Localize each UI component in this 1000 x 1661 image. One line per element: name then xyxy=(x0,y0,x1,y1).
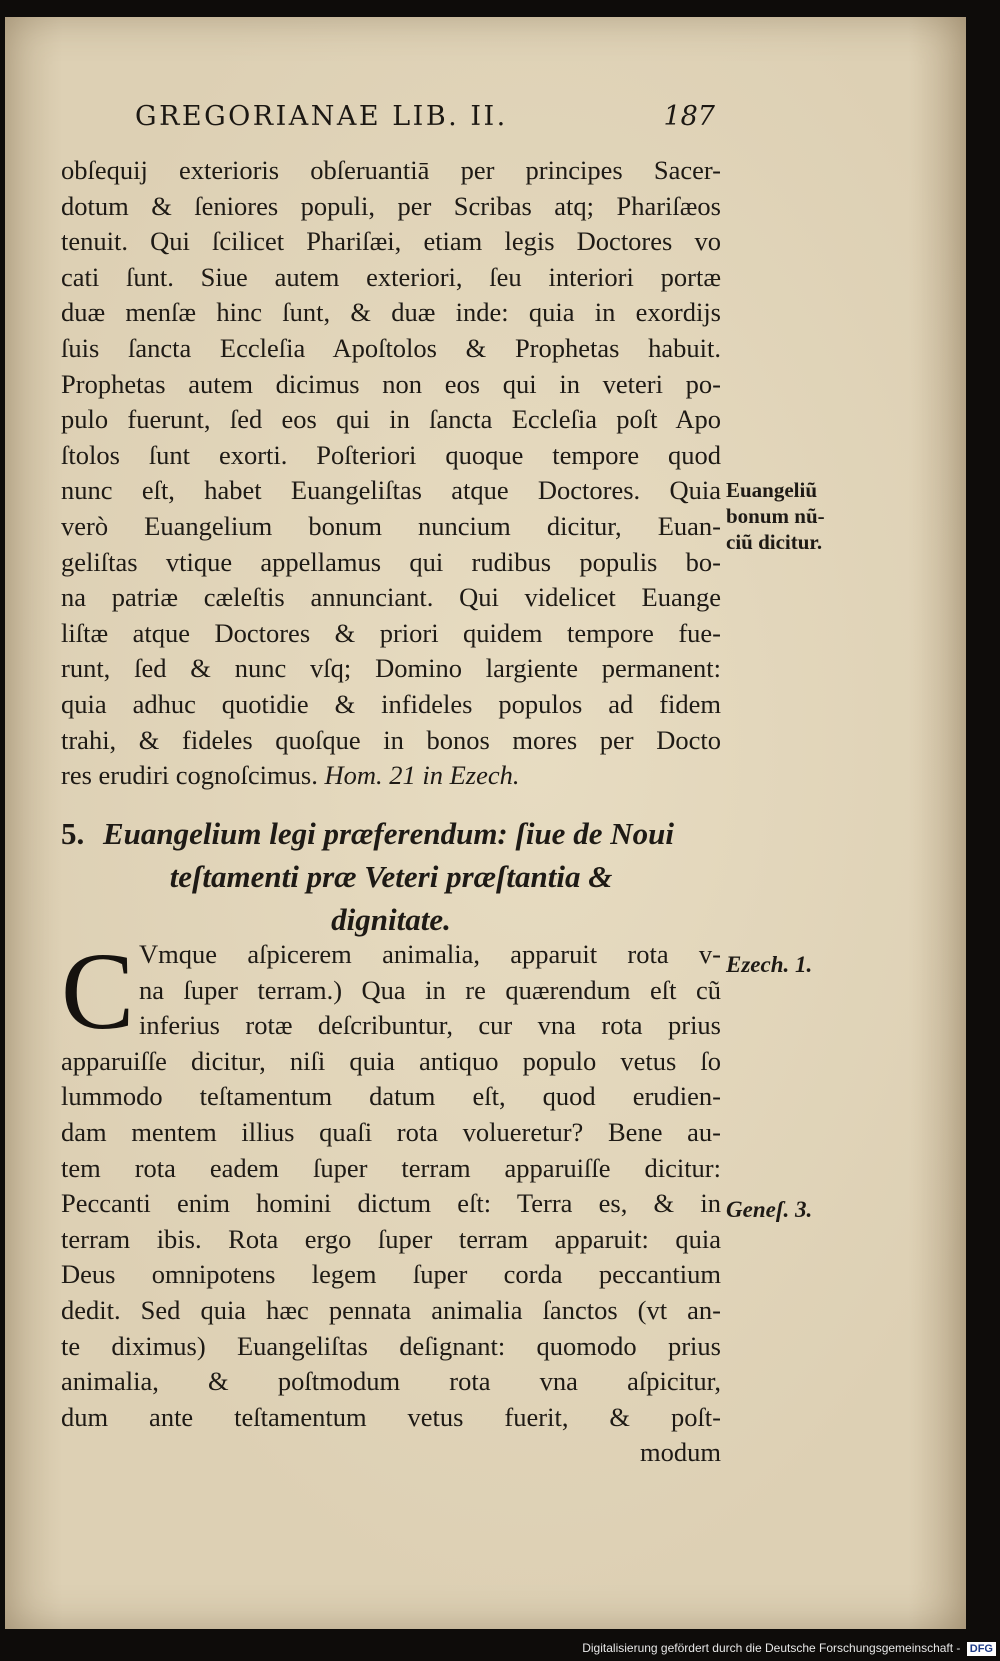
text-line: Deus omnipotens legem ſuper corda peccantium xyxy=(61,1259,721,1290)
heading-line-2: teſtamenti præ Veteri præſtantia & xyxy=(169,859,613,894)
text-line-end: res erudiri cognoſcimus. xyxy=(61,760,318,791)
page-number: 187 xyxy=(663,101,715,132)
heading-line-3: dignitate. xyxy=(331,902,451,937)
text-line: te diximus) Euangeliſtas deſignant: quomodo prius xyxy=(61,1330,721,1361)
margin-note-ezech: Ezech. 1. xyxy=(726,952,813,977)
running-head xyxy=(135,101,715,141)
text-line: Vmque aſpicerem animalia, apparuit rota v- xyxy=(139,939,721,969)
text-line: cati ſunt. Siue autem exteriori, ſeu interiori portæ xyxy=(61,261,721,292)
running-head-title: GREGORIANAE LIB. II. xyxy=(135,101,508,132)
chapter-text-block xyxy=(61,930,721,1471)
margin-note-euangelium xyxy=(726,477,825,555)
text-line: runt, ſed & nunc vſq; Domino largiente permanent: xyxy=(61,653,721,684)
text-line: verò Euangelium bonum nuncium dicitur, Euan- xyxy=(61,510,721,541)
text-line: Peccanti enim homini dictum eſt: Terra es, & in xyxy=(61,1188,721,1219)
text-line: duæ menſæ hinc ſunt, & duæ inde: quia in exordijs xyxy=(61,297,721,328)
section-heading xyxy=(61,812,721,941)
text-line: inferius rotæ deſcribuntur, cur vna rota prius xyxy=(139,1010,721,1041)
text-line: obſequij exterioris obſeruantiā per principes Sacer- xyxy=(61,155,721,185)
text-line: dedit. Sed quia hæc pennata animalia ſanctos (vt an- xyxy=(61,1294,721,1325)
heading-text-1: Euangelium legi præferendum: ſiue de Noui xyxy=(103,816,674,851)
citation: Hom. 21 in Ezech. xyxy=(324,760,520,791)
text-line: dum ante teſtamentum vetus fuerit, & poſt- xyxy=(61,1401,721,1432)
text-line: na patriæ cæleſtis annunciant. Qui videlicet Euange xyxy=(61,582,721,613)
book-page xyxy=(5,17,966,1629)
text-line: quia adhuc quotidie & infideles populos ad fidem xyxy=(61,688,721,719)
margin-note-line: bonum nũ- xyxy=(726,504,825,528)
text-line: geliſtas vtique appellamus qui rudibus populis bo- xyxy=(61,546,721,577)
text-line-last xyxy=(61,758,721,794)
text-line: apparuiſſe dicitur, niſi quia antiquo populo vetus ſo xyxy=(61,1045,721,1076)
heading-line-1 xyxy=(61,812,721,855)
digitization-footer xyxy=(582,1639,996,1657)
body-text-block xyxy=(61,153,721,794)
drop-cap: C xyxy=(61,930,135,1052)
text-line: lummodo teſtamentum datum eſt, quod erudien- xyxy=(61,1081,721,1112)
text-line: ſuis ſancta Eccleſia Apoſtolos & Prophetas habuit. xyxy=(61,332,721,363)
text-line: liſtæ atque Doctores & priori quidem tempore fue- xyxy=(61,617,721,648)
dfg-logo-icon: DFG xyxy=(967,1642,996,1656)
margin-note-line: ciũ dicitur. xyxy=(726,530,823,554)
text-line: pulo fuerunt, ſed eos qui in ſancta Eccleſia poſt Apo xyxy=(61,404,721,435)
text-line: dotum & ſeniores populi, per Scribas atq; Phariſæos xyxy=(61,190,721,221)
catchword: modum xyxy=(640,1437,721,1468)
text-line: tem rota eadem ſuper terram apparuiſſe dicitur: xyxy=(61,1152,721,1183)
text-line: trahi, & fideles quoſque in bonos mores per Docto xyxy=(61,724,721,755)
footer-text: Digitalisierung gefördert durch die Deutsche Forschungsgemeinschaft - xyxy=(582,1641,961,1655)
text-line: terram ibis. Rota ergo ſuper terram apparuit: quia xyxy=(61,1223,721,1254)
text-line: animalia, & poſtmodum rota vna aſpicitur, xyxy=(61,1366,721,1397)
text-line: tenuit. Qui ſcilicet Phariſæi, etiam legis Doctores vo xyxy=(61,226,721,257)
section-number: 5. xyxy=(61,816,85,851)
text-line: nunc eſt, habet Euangeliſtas atque Doctores. Quia xyxy=(61,475,721,506)
text-line: Prophetas autem dicimus non eos qui in veteri po- xyxy=(61,368,721,399)
text-line: dam mentem illius quaſi rota volueretur? Bene au- xyxy=(61,1116,721,1147)
margin-note-line: Euangeliũ xyxy=(726,478,818,502)
text-line: na ſuper terram.) Qua in re quærendum eſt cũ xyxy=(139,974,721,1005)
margin-note-genes: Geneſ. 3. xyxy=(726,1197,813,1222)
text-line: ſtolos ſunt exorti. Poſteriori quoque tempore quod xyxy=(61,439,721,470)
